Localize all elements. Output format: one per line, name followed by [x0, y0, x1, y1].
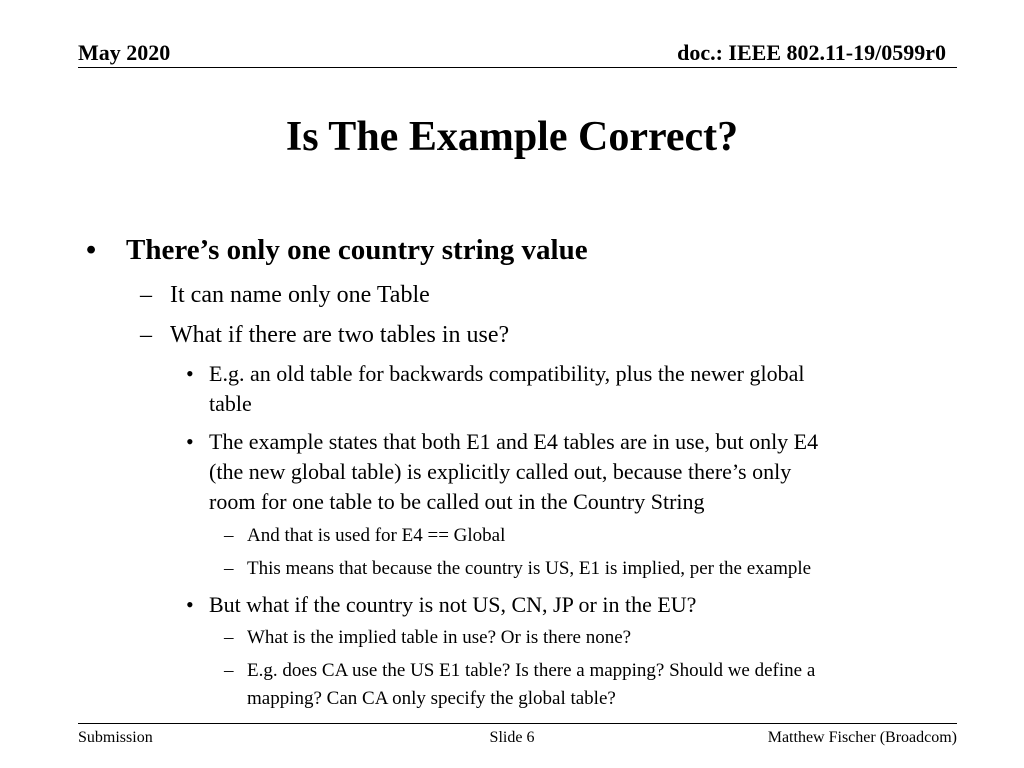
bullet-text: This means that because the country is US, E1 is implied, per the example — [247, 558, 812, 579]
bullet-text: There’s only one country string value — [126, 234, 588, 266]
header-date: May 2020 — [78, 40, 171, 65]
bullet-text: And that is used for E4 == Global — [247, 525, 506, 546]
dash-marker: – — [224, 660, 234, 681]
bullet-text: mapping? Can CA only specify the global table? — [247, 688, 616, 709]
footer-slide-number: Slide 6 — [489, 729, 535, 746]
footer-submission: Submission — [78, 729, 153, 746]
bullet-marker: • — [186, 429, 194, 454]
header-doc-id: doc.: IEEE 802.11-19/0599r0 — [677, 40, 946, 65]
dash-marker: – — [224, 627, 234, 648]
footer-author: Matthew Fischer (Broadcom) — [767, 729, 957, 746]
bullet-marker: • — [86, 234, 97, 266]
bullet-text: E.g. does CA use the US E1 table? Is there a mapping? Should we define a — [247, 660, 816, 681]
bullet-marker: • — [186, 361, 194, 386]
header-rule — [78, 67, 957, 68]
footer-rule — [78, 723, 957, 724]
bullet-text: But what if the country is not US, CN, JP or in the EU? — [209, 592, 697, 617]
bullet-text: What is the implied table in use? Or is there none? — [247, 627, 632, 648]
bullet-text: room for one table to be called out in the Country String — [209, 489, 705, 514]
bullet-text: It can name only one Table — [170, 282, 430, 308]
dash-marker: – — [140, 322, 152, 348]
dash-marker: – — [224, 558, 234, 579]
bullet-text: (the new global table) is explicitly called out, because there’s only — [209, 459, 792, 484]
bullet-text: table — [209, 391, 252, 416]
bullet-text: The example states that both E1 and E4 tables are in use, but only E4 — [209, 429, 819, 454]
bullet-text: E.g. an old table for backwards compatibility, plus the newer global — [209, 361, 805, 386]
slide-title: Is The Example Correct? — [285, 114, 739, 160]
bullet-text: What if there are two tables in use? — [170, 322, 510, 348]
bullet-marker: • — [186, 592, 194, 617]
dash-marker: – — [224, 525, 234, 546]
dash-marker: – — [140, 282, 152, 308]
